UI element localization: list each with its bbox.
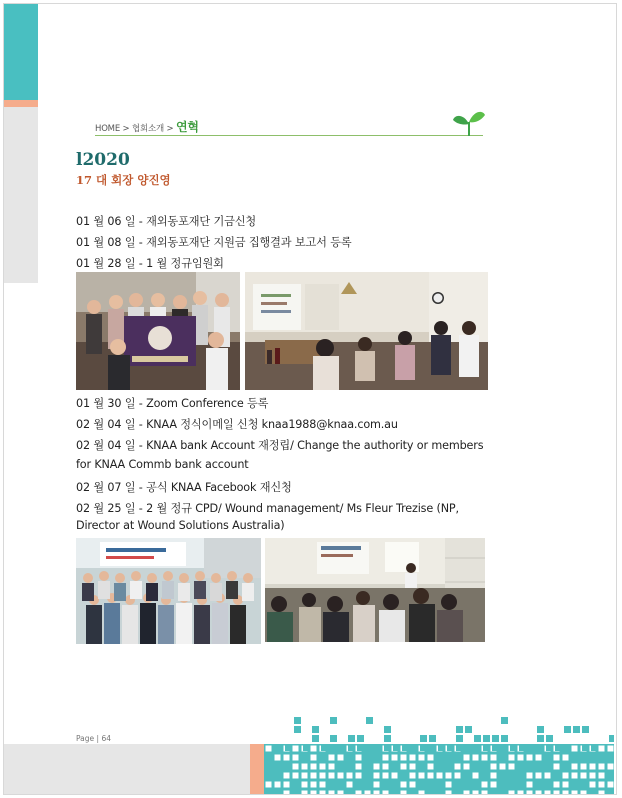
history-entry: 01 월 28 일 - 1 월 정규임원회	[76, 257, 224, 270]
history-entry: 02 월 07 일 - 공식 KNAA Facebook 재신청	[76, 481, 292, 494]
breadcrumb-underline	[95, 135, 483, 136]
breadcrumb-current: 연혁	[175, 120, 199, 134]
left-accent-teal	[4, 4, 38, 100]
history-entry: 01 월 30 일 - Zoom Conference 등록	[76, 397, 269, 410]
photo-cpd-group	[76, 538, 261, 644]
history-entry: 02 월 04 일 - KNAA 정식이메일 신청 knaa1988@knaa.com.au	[76, 418, 398, 431]
section-year: l2020	[76, 150, 130, 170]
history-entry: 02 월 04 일 - KNAA bank Account 재정립/ Change the authority or members	[76, 439, 484, 452]
breadcrumb-separator: >	[122, 124, 130, 134]
history-entry: 01 월 08 일 - 재외동포재단 지원금 집행결과 보고서 등록	[76, 236, 352, 249]
footer-band-grey	[4, 744, 250, 794]
pixel-mosaic-decoration	[264, 716, 614, 794]
history-entry: for KNAA Commb bank account	[76, 458, 249, 471]
history-entry: 01 월 06 일 - 재외동포재단 기금신청	[76, 215, 257, 228]
section-subtitle: 17 대 회장 양진영	[76, 173, 171, 187]
photo-meeting-room	[245, 272, 488, 390]
history-entry: Director at Wound Solutions Australia)	[76, 519, 285, 532]
history-entry: 02 월 25 일 - 2 월 정규 CPD/ Wound management/ Ms Fleur Trezise (NP,	[76, 502, 459, 515]
breadcrumb-parent[interactable]: 협회소개	[131, 124, 165, 134]
sprout-icon	[452, 108, 486, 138]
breadcrumb	[95, 118, 199, 135]
breadcrumb-home[interactable]: HOME	[95, 124, 120, 134]
left-accent-peach	[4, 100, 38, 107]
footer-band-peach	[250, 744, 264, 794]
photo-group-banner	[76, 272, 240, 390]
page-number: Page | 64	[76, 734, 111, 743]
breadcrumb-separator: >	[166, 124, 174, 134]
photo-seminar-audience	[265, 538, 485, 642]
left-accent-grey	[4, 107, 38, 283]
